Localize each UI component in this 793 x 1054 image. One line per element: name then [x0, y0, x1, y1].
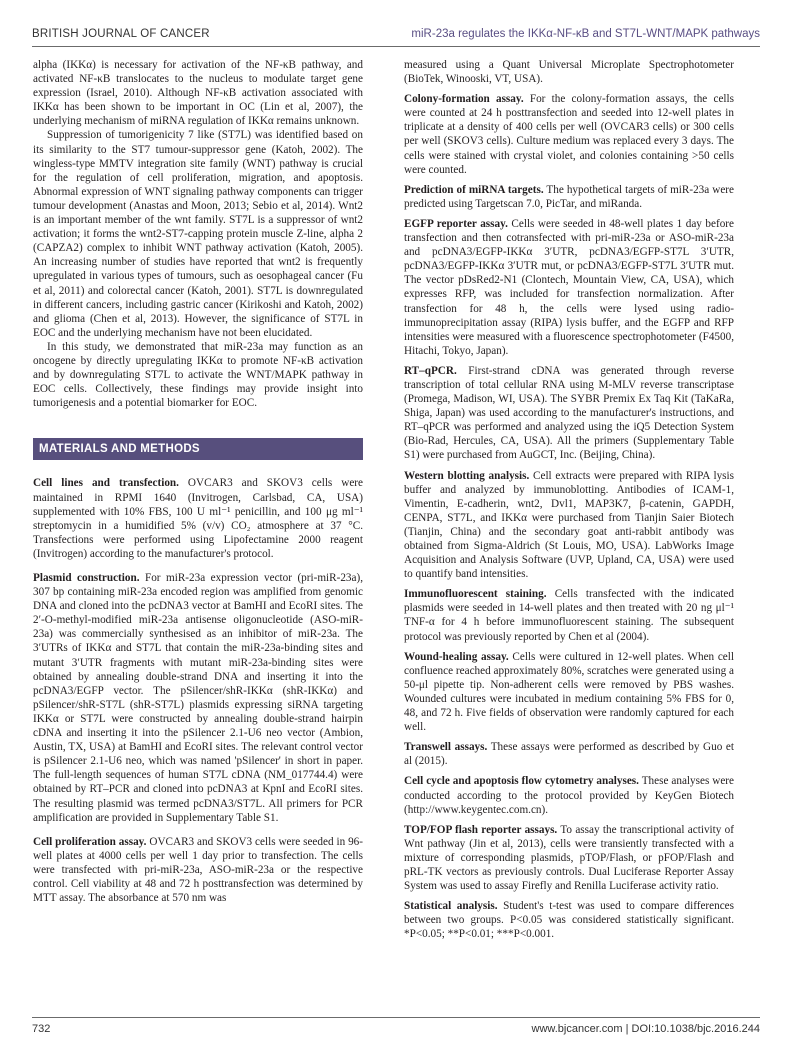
- paragraph-transwell: [404, 740, 734, 768]
- paragraph-body: These analyses were conducted according to the protocol provided by KeyGen Biotech (http://www.keygentec.com.cn).: [404, 775, 734, 816]
- section-heading-materials-methods: MATERIALS AND METHODS: [33, 438, 363, 460]
- intro-paragraph-3: In this study, we demonstrated that miR-23a may function as an oncogene by directly upregulating IKKα to promote NF-κB activation and by downregulating ST7L to activate the WNT/MAPK pathway in EOC cells. Collectively, these findings may provide insight into tumorigenesis and a potential biomarker for EOC.: [33, 340, 363, 410]
- paragraph-body: Cells transfected with the indicated plasmids were seeded in 14-well plates and then treated with 20 ng μl⁻¹ TNF-α for 4 h before immunofluorescent staining. The subsequent protocol was previously reported by Chen et al (2004).: [404, 588, 734, 643]
- paragraph-topfop: [404, 823, 734, 893]
- paragraph-body: The hypothetical targets of miR-23a were predicted using Targetscan 7.0, PicTar, and miRanda.: [404, 183, 734, 210]
- paragraph-stats: [404, 899, 734, 941]
- subheading-cell-lines: Cell lines and transfection.: [33, 477, 179, 490]
- subheading-western: Western blotting analysis.: [404, 469, 530, 482]
- paragraph-body: For the colony-formation assays, the cells were counted at 24 h posttransfection and seeded into 12-well plates in triplicate at a density of 400 cells per well (OVCAR3 cells) or 300 cells per well (SKOV3 cells). Culture medium was replaced every 3 days. The cells were stained with crystal violet, and colonies containing >50 cells were counted.: [404, 93, 734, 176]
- subheading-immuno: Immunofluorescent staining.: [404, 588, 547, 601]
- intro-paragraph-1: alpha (IKKα) is necessary for activation of the NF-κB pathway, and activated NF-κB translocates to the nucleus to modulate target gene expression (Israel, 2010). Although NF-κB activation associated with IKKα has been shown to be important in OC (Lin et al, 2007), the underlying mechanism of miRNA regulation of IKKα remains unknown.: [33, 59, 363, 128]
- page-footer: [32, 1017, 760, 1038]
- paragraph-body: Cells were cultured in 12-well plates. When cell confluence reached approximately 80%, scratches were generated using a 50-μl pipette tip. Non-adherent cells were removed by PBS washes. Wounded cultures were incubated in medium containing 5% FBS for 0, 48, and 72 h. Five fields of observation were randomly captured for each well.: [404, 650, 734, 734]
- paragraph-colony: [404, 92, 734, 177]
- paragraph-immuno: [404, 587, 734, 643]
- left-column: [33, 58, 363, 911]
- journal-name: BRITISH JOURNAL OF CANCER: [32, 28, 210, 40]
- subheading-colony: Colony-formation assay.: [404, 93, 524, 106]
- paragraph-body: OVCAR3 and SKOV3 cells were maintained in RPMI 1640 (Invitrogen, Carlsbad, CA, USA) supplemented with 10% FBS, 100 U ml⁻¹ penicillin, and 100 μg ml⁻¹ streptomycin in a humidified 5% (v/v) CO₂ atmosphere at 37 °C. Transfections were performed using Lipofectamine 2000 reagent (Invitrogen) according to the manufacturer's protocol.: [33, 477, 363, 560]
- subheading-topfop: TOP/FOP flash reporter assays.: [404, 823, 558, 836]
- paragraph-egfp: [404, 217, 734, 358]
- running-title: miR-23a regulates the IKKα-NF-κB and ST7L-WNT/MAPK pathways: [411, 28, 760, 40]
- intro-paragraph-2: Suppression of tumorigenicity 7 like (ST7L) was identified based on its similarity to the ST7 tumour-suppressor gene (Katoh, 2002). The wingless-type MMTV integration site family (WNT) pathway is crucial for the regulation of cell proliferation, migration, and apoptosis. Abnormal expression of WNT signaling pathway components can trigger tumour development (Anastas and Moon, 2013; Sebio et al, 2014). Wnt2 is an important member of the wnt family. ST7L is a suppressor of wnt2 activation; it forms the wnt2-ST7-capping protein muscle Z-line, alpha 2 (CAPZA2) complex to inhibit WNT pathway activation (Katoh, 2005). An increasing number of studies have reported that wnt2 is frequently upregulated in various types of tumours, such as oesophageal cancer (Fu et al, 2011) and colorectal cancer (Katoh, 2001). ST7L is downregulated in different cancers, including gastric cancer (Kirikoshi and Katoh, 2002) and glioma (Chen et al, 2013). However, the significance of ST7L in EOC and the underlying mechanism have not been elucidated.: [33, 129, 363, 339]
- subheading-egfp: EGFP reporter assay.: [404, 217, 508, 230]
- paragraph-cell-lines: [33, 476, 363, 561]
- paragraph-rtqpcr: [404, 364, 734, 463]
- subheading-wound: Wound-healing assay.: [404, 650, 509, 663]
- paragraph-proliferation: [33, 835, 363, 905]
- subheading-proliferation: Cell proliferation assay.: [33, 835, 147, 848]
- paragraph-body: For miR-23a expression vector (pri-miR-23a), 307 bp containing miR-23a encoded region was amplified from genomic DNA and cloned into the pcDNA3 vector at BamHI and EcoRI sites. The 2′-O-methyl-modified miR-23a antisense oligonucleotide (ASO-miR-23a) was commercially synthesised as an inhibitor of miR-23a. The 3′UTRs of IKKα and ST7L that contain the miR-23a-binding sites and mutant 3′UTR fragments with mutant miR-23a-binding sites were obtained by annealing double-strand DNA and inserting it into the pcDNA3/EGFP vector. The pSilencer/shR-IKKα (shR-IKKα) and pSilencer/shR-ST7L (shR-ST7L) plasmids expressing siRNA targeting IKKα or ST7L were constructed by annealing double-strand hairpin cDNA and inserting it into the pSilencer 2.1-U6 neo vector (Ambion, Austin, TX, USA) at BamHI and EcoRI sites. The relevant control vector is pSilencer 2.1-U6 neo, which was named 'pSilencer' in short in paper. The full-length sequences of human ST7L cDNA (NM_017744.4) were obtained by RT–PCR and cloned into pcDNA3 at KpnI and EcoRI sites. The resulting plasmid was termed pcDNA3/ST7L. All primers for PCR amplification are provided in Supplementary Table S1.: [33, 572, 364, 824]
- subheading-transwell: Transwell assays.: [404, 741, 488, 754]
- page-header: [32, 24, 760, 47]
- page-number: 732: [32, 1023, 51, 1035]
- paragraph-body: These assays were performed as described by Guo et al (2015).: [404, 741, 735, 768]
- subheading-plasmid: Plasmid construction.: [33, 572, 140, 584]
- subheading-stats: Statistical analysis.: [404, 900, 498, 913]
- paragraph-body: To assay the transcriptional activity of Wnt pathway (Jin et al, 2013), cells were transiently transfected with a mixture of corresponding plasmids, pTOP/Flash, or pFOP/Flash and pRL-TK vectors as previously controls. Dual Luciferase Reporter Assay System was used to assay Firefly and Renilla Luciferase activity ratio.: [404, 823, 734, 893]
- doi-link[interactable]: www.bjcancer.com | DOI:10.1038/bjc.2016.244: [531, 1023, 760, 1035]
- subheading-rtqpcr: RT–qPCR.: [404, 364, 457, 377]
- subheading-flow: Cell cycle and apoptosis flow cytometry analyses.: [404, 775, 639, 788]
- paragraph-continuation: measured using a Quant Universal Microplate Spectrophotometer (BioTek, Winooski, VT, USA).: [404, 59, 734, 86]
- paragraph-body: First-strand cDNA was generated through reverse transcription of total cellular RNA using M-MLV reverse transcriptase (Promega, Madison, WI, USA). The SYBR Premix Ex Taq Kit (TaKaRa, Shiga, Japan) was used according to the manufacturer's instructions, and RT–qPCR was performed and analyzed using the iQ5 Detection System (Bio-Rad, Hercules, CA, USA). All the primers (Supplementary Table S1) were purchased from AuGCT, Inc. (Beijing, China).: [404, 364, 734, 462]
- subheading-prediction: Prediction of miRNA targets.: [404, 183, 544, 196]
- paragraph-body: Cells were seeded in 48-well plates 1 day before transfection and then cotransfected with pri-miR-23a or ASO-miR-23a and pcDNA3/EGFP-IKKα 3′UTR, pcDNA3/EGFP-ST7L 3′UTR, pcDNA3/EGFP-IKKα 3′UTR mut, or pcDNA3/EGFP-ST7L 3′UTR mut. The vector pDsRed2-N1 (Clontech, Mountain View, CA, USA), which expresses RFP, was included for transfection normalization. After transfection for 48 h, the cells were lysed using radio-immunoprecipitation assay (RIPA) lysis buffer, and the EGFP and RFP intensities were measured with a fluorescence spectrophotometer (F4500, Hitachi, Tokyo, Japan).: [404, 217, 734, 357]
- paragraph-body: Cell extracts were prepared with RIPA lysis buffer and analyzed by immunoblotting. Antibodies of ICAM-1, Vimentin, E-cadherin, wnt2, Dvl1, MAP3K7, β-catenin, GAPDH, CENPA, ST7L, and IKKα were purchased from Tianjin Saier Biotech (Tianjin, China) and the secondary goat anti-rabbit antibody was obtained from Sigma-Aldrich (St Louis, MO, USA). LabWorks Image Acquisition and Analysis Software (UVP, Upland, CA, USA) were used to quantify band intensities.: [404, 469, 735, 581]
- right-column: [404, 58, 734, 947]
- paragraph-plasmid: [33, 571, 363, 825]
- paragraph-wound: [404, 650, 734, 735]
- paragraph-body: OVCAR3 and SKOV3 cells were seeded in 96-well plates at 4000 cells per well 1 day prior to transfection. The cells were transfected with pri-miR-23a, ASO-miR-23a or the respective control. Cell viability at 48 and 72 h posttransfection was determined by MTT assay. The absorbance at 570 nm was: [33, 835, 363, 905]
- paragraph-flow: [404, 774, 734, 816]
- paragraph-prediction: [404, 183, 734, 211]
- paragraph-western: [404, 469, 734, 582]
- paragraph-body: Student's t-test was used to compare differences between two groups. P<0.05 was considered statistically significant. *P<0.05; **P<0.01; ***P<0.001.: [404, 900, 734, 941]
